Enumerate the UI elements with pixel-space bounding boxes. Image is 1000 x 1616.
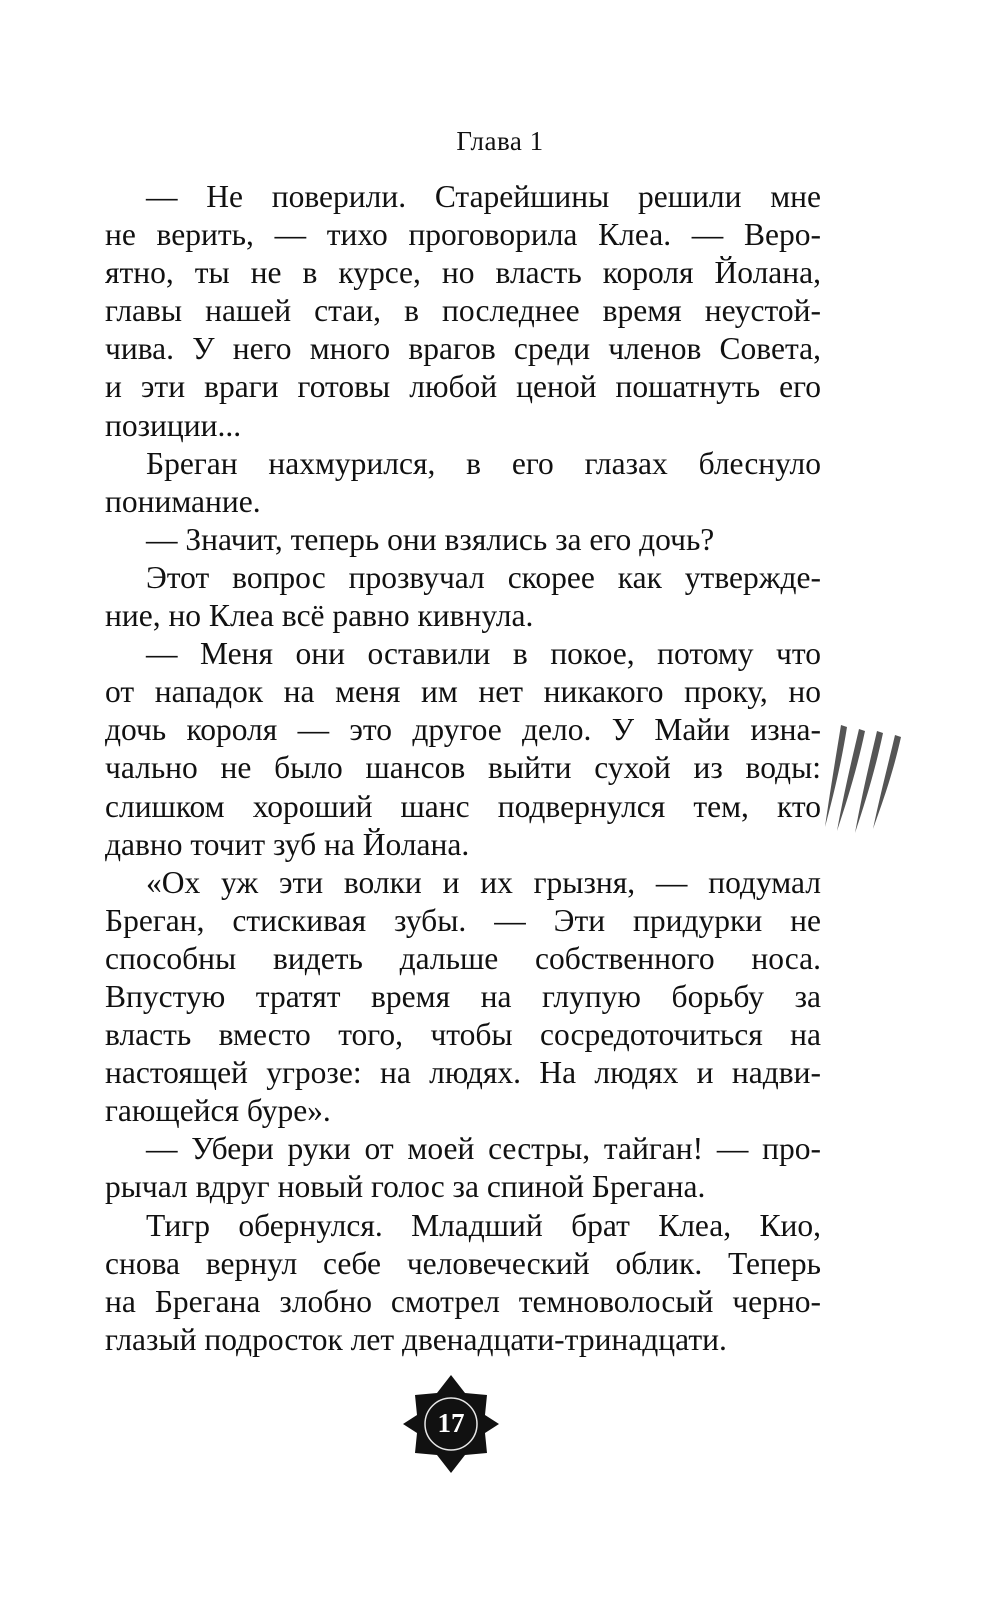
text-line: — Не поверили. Старейшины решили мне	[146, 179, 821, 214]
text-line: снова вернул себе человеческий облик. Теперь	[105, 1245, 821, 1281]
text-line: ние, но Клеа всё равно кивнула.	[105, 598, 534, 634]
text-line: — Убери руки от моей сестры, тайган! — про-	[146, 1131, 821, 1167]
body-text	[105, 178, 821, 1359]
text-line: власть вместо того, чтобы сосредоточиться на	[105, 1017, 821, 1053]
running-head: Глава 1	[456, 126, 544, 156]
text-line: Бреган нахмурился, в его глазах блеснуло	[146, 445, 821, 481]
text-line: не верить, — тихо проговорила Клеа. — Веро-	[105, 217, 821, 253]
text-line: от нападок на меня им нет никакого проку, но	[105, 674, 821, 710]
text-line: — Меня они оставили в покое, потому что	[146, 636, 821, 672]
text-line: Впустую тратят время на глупую борьбу за	[105, 978, 821, 1014]
text-line: гающейся буре».	[105, 1093, 331, 1129]
text-line: Этот вопрос прозвучал скорее как утвержде-	[146, 559, 821, 595]
text-line: «Ох уж эти волки и их грызня, — подумал	[146, 864, 821, 900]
text-line: ятно, ты не в курсе, но власть короля Йолана,	[105, 255, 821, 291]
text-line: позиции...	[105, 407, 242, 443]
text-line: слишком хороший шанс подвернулся тем, кто	[105, 788, 821, 824]
text-line: и эти враги готовы любой ценой пошатнуть его	[105, 369, 821, 405]
text-line: на Брегана злобно смотрел темноволосый черно-	[105, 1283, 821, 1319]
text-line: Тигр обернулся. Младший брат Клеа, Кио,	[146, 1207, 821, 1243]
text-line: давно точит зуб на Йолана.	[105, 826, 470, 862]
text-line: способны видеть дальше собственного носа.	[105, 940, 821, 976]
text-line: рычал вдруг новый голос за спиной Брегана.	[105, 1169, 706, 1205]
text-line: чива. У него много врагов среди членов Совета,	[105, 331, 821, 367]
text-line: Бреган, стискивая зубы. — Эти придурки не	[105, 902, 821, 938]
text-line: настоящей угрозе: на людях. На людях и надви-	[105, 1055, 821, 1091]
text-line: чально не было шансов выйти сухой из воды:	[105, 750, 821, 786]
text-line: глазый подросток лет двенадцати-тринадцати.	[105, 1321, 727, 1357]
page-number-badge	[403, 1375, 499, 1473]
text-line: — Значит, теперь они взялись за его дочь?	[146, 521, 715, 557]
claw-marks-icon	[825, 725, 905, 833]
text-line: дочь короля — это другое дело. У Майи изна-	[105, 712, 821, 748]
text-line: главы нашей стаи, в последнее время неустой-	[105, 293, 821, 329]
text-line: понимание.	[105, 483, 261, 519]
page-number: 17	[437, 1408, 465, 1438]
